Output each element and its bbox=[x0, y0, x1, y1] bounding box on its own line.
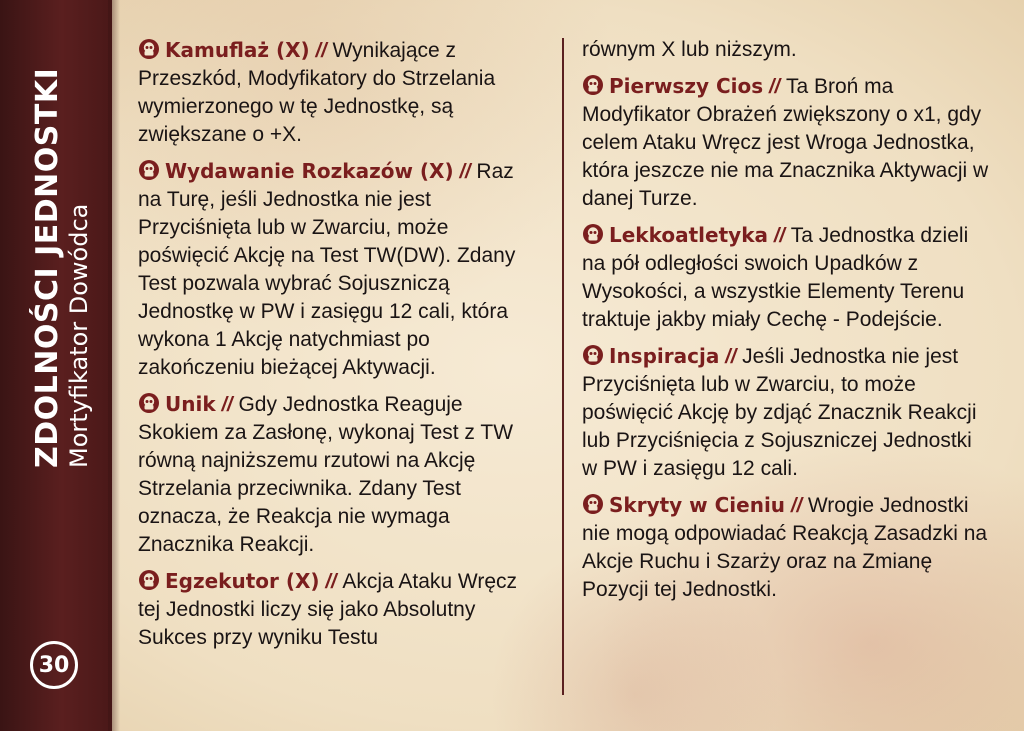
ability-description: Akcja Ataku Wręcz tej Jednostki liczy się jako Absolutny Sukces przy wyniku Testu bbox=[138, 570, 518, 649]
ability-entry bbox=[582, 221, 992, 334]
ability-description: Jeśli Jednostka nie jest Przyciśnięta lub w Zwarciu, to może poświęcić Akcję by zdjąć Znacznik Reakcji lub Przyciśnięcia z Sojuszniczej Jednostki w PW i zasięgu 12 cali. bbox=[582, 345, 977, 480]
ability-description: Wynikające z Przeszkód, Modyfikatory do Strzelania wymierzonego w tę Jednostkę, są zwiększane o +X. bbox=[138, 39, 496, 146]
sidebar-titles bbox=[30, 38, 94, 468]
ability-name: Lekkoatletyka bbox=[609, 223, 768, 247]
skull-icon bbox=[138, 38, 160, 60]
continued-text: równym X lub niższym. bbox=[582, 38, 797, 61]
skull-icon bbox=[138, 569, 160, 591]
ability-name: Kamuflaż (X) bbox=[165, 38, 310, 62]
ability-entry bbox=[582, 491, 992, 604]
ability-description: Ta Broń ma Modyfikator Obrażeń zwiększony o x1, gdy celem Ataku Wręcz jest Wroga Jednostka, która jeszcze nie ma Znacznika Aktywacji w danej Turze. bbox=[582, 75, 989, 210]
separator: // bbox=[725, 346, 737, 368]
right-column bbox=[582, 36, 992, 612]
ability-description: Gdy Jednostka Reaguje Skokiem za Zasłonę, wykonaj Test z TW równą najniższemu rzutowi na Akcję Strzelania przeciwnika. Zdany Test oznacza, że Reakcja nie wymaga Znacznika Reakcji. bbox=[138, 393, 514, 556]
page-number-badge: 30 bbox=[30, 641, 78, 689]
separator: // bbox=[325, 571, 337, 593]
separator: // bbox=[459, 161, 471, 183]
ability-name: Wydawanie Rozkazów (X) bbox=[165, 159, 454, 183]
ability-entry bbox=[138, 36, 538, 149]
skull-icon bbox=[582, 493, 604, 515]
ability-description: Wrogie Jednostki nie mogą odpowiadać Reakcją Zasadzki na Akcje Ruchu i Szarży oraz na Zmianę Pozycji tej Jednostki. bbox=[582, 494, 988, 601]
skull-icon bbox=[582, 74, 604, 96]
ability-entry bbox=[138, 157, 538, 382]
page-subtitle: Mortyfikator Dowódca bbox=[65, 203, 93, 468]
ability-name: Egzekutor (X) bbox=[165, 569, 320, 593]
ability-name: Skryty w Cieniu bbox=[609, 493, 786, 517]
separator: // bbox=[768, 76, 781, 98]
ability-entry bbox=[582, 342, 992, 483]
ability-entry bbox=[138, 390, 538, 559]
ability-entry bbox=[582, 72, 992, 213]
ability-entry bbox=[138, 567, 538, 652]
ability-description: Raz na Turę, jeśli Jednostka nie jest Przyciśnięta lub w Zwarciu, może poświęcić Akcję na Test TW(DW). Zdany Test pozwala wybrać Sojuszniczą Jednostkę w PW i zasięgu 12 cali, która wykona 1 Akcję natychmiast po zakończeniu bieżącej Aktywacji. bbox=[138, 160, 516, 379]
skull-icon bbox=[138, 392, 160, 414]
ability-name: Unik bbox=[165, 392, 216, 416]
ability-description: Ta Jednostka dzieli na pół odległości swoich Upadków z Wysokości, a wszystkie Elementy Terenu traktuje jakby miały Cechę - Podejście. bbox=[582, 224, 969, 331]
left-column bbox=[138, 36, 538, 660]
skull-icon bbox=[582, 223, 604, 245]
ability-name: Inspiracja bbox=[609, 344, 720, 368]
skull-icon bbox=[138, 159, 160, 181]
separator: // bbox=[221, 394, 233, 416]
separator: // bbox=[773, 225, 785, 247]
column-divider bbox=[562, 38, 564, 695]
separator: // bbox=[790, 495, 803, 517]
separator: // bbox=[315, 40, 327, 62]
page-title: ZDOLNOŚCI JEDNOSTKI bbox=[30, 67, 65, 468]
ability-name: Pierwszy Cios bbox=[609, 74, 764, 98]
skull-icon bbox=[582, 344, 604, 366]
